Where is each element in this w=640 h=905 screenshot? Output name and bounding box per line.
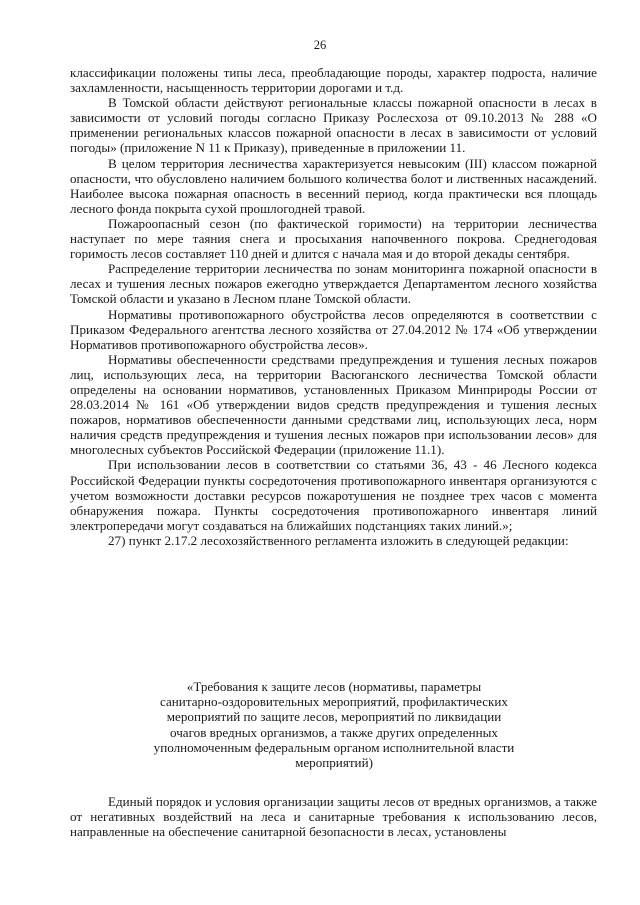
heading-line: очагов вредных организмов, а также других определенных [170, 724, 498, 740]
heading-line: мероприятий по защите лесов, мероприятий по ликвидации [166, 709, 502, 725]
paragraph-regional-fire-classes: В Томской области действуют региональные классы пожарной опасности в лесах в зависимости от условий погоды согласно Приказу Рослесхоза от 09.10.2013 № 288 «О применении региональных классов пожарной опасности в лесах в зависимости от условий погоды» (приложение N 11 к Приказу), приведенные в приложении 11. [70, 95, 597, 156]
paragraph-monitoring-zones: Распределение территории лесничества по зонам мониторинга пожарной опасности в лесах и тушения лесных пожаров ежегодно утверждается Департаментом лесного хозяйства Томской области и указано в Лесном плане Томской области. [70, 261, 597, 307]
paragraph-equipment-points: При использовании лесов в соответствии со статьями 36, 43 - 46 Лесного кодекса Российской Федерации пункты сосредоточения противопожарного инвентаря организуются с учетом возможности доставки ресурсов пожаротушения не позднее трех часов с момента обнаружения пожара. Пункты сосредоточения противопожарного инвентаря линий электропередачи могут создаваться на ближайших подстанциях таких линий.»; [70, 457, 597, 533]
paragraph-equipment-norms: Нормативы обеспеченности средствами предупреждения и тушения лесных пожаров лиц, использующих леса, на территории Васюганского лесничества Томской области определены на основании нормативов, установленных Приказом Минприроды России от 28.03.2014 № 161 «Об утверждении видов средств предупреждения и тушения лесных пожаров, нормативов обеспеченности данными средствами лиц, использующих леса, норм наличия средств предупреждения и тушения лесных пожаров при использовании лесов» для многолесных субъектов Российской Федерации (приложение 11.1). [70, 351, 597, 458]
section-heading [120, 679, 548, 770]
closing-body [70, 794, 597, 839]
paragraph-forest-classification: классификации положены типы леса, преобладающие породы, характер подроста, наличие захламленности, насыщенность территории дорогами и т.д. [70, 65, 597, 96]
heading-line: санитарно-оздоровительных мероприятий, профилактических [160, 694, 508, 710]
paragraph-amendment-27: 27) пункт 2.17.2 лесохозяйственного регламента изложить в следующей редакции: [108, 532, 569, 548]
paragraph-fire-season: Пожароопасный сезон (по фактической горимости) на территории лесничества наступает по мере таяния снега и просыхания напочвенного покрова. Среднегодовая горимость лесов составляет 110 дней и длится с начала мая и до второй декады сентября. [70, 215, 597, 262]
paragraph-fire-prevention-norms: Нормативы противопожарного обустройства лесов определяются в соответствии с Приказом Федерального агентства лесного хозяйства от 27.04.2012 № 174 «Об утверждении Нормативов противопожарного обустройства лесов». [70, 306, 597, 352]
paragraph-forest-protection-order: Единый порядок и условия организации защиты лесов от вредных организмов, а также от негативных воздействий на леса и санитарные требования к использованию лесов, направленные на обеспечение санитарной безопасности в лесах, установлены [70, 794, 597, 840]
heading-line: мероприятий) [295, 755, 373, 771]
document-body [70, 65, 597, 548]
heading-line: уполномоченным федеральным органом исполнительной власти [153, 739, 515, 755]
paragraph-fire-danger-class: В целом территория лесничества характеризуется невысоким (III) классом пожарной опасности, что обусловлено наличием большого количества болот и лиственных насаждений. Наиболее высока пожарная опасность в весенний период, когда практически вся площадь лесного фонда покрыта сухой прошлогодней травой. [70, 155, 597, 216]
page-number: 26 [313, 38, 327, 52]
heading-line: «Требования к защите лесов (нормативы, параметры [186, 679, 482, 694]
